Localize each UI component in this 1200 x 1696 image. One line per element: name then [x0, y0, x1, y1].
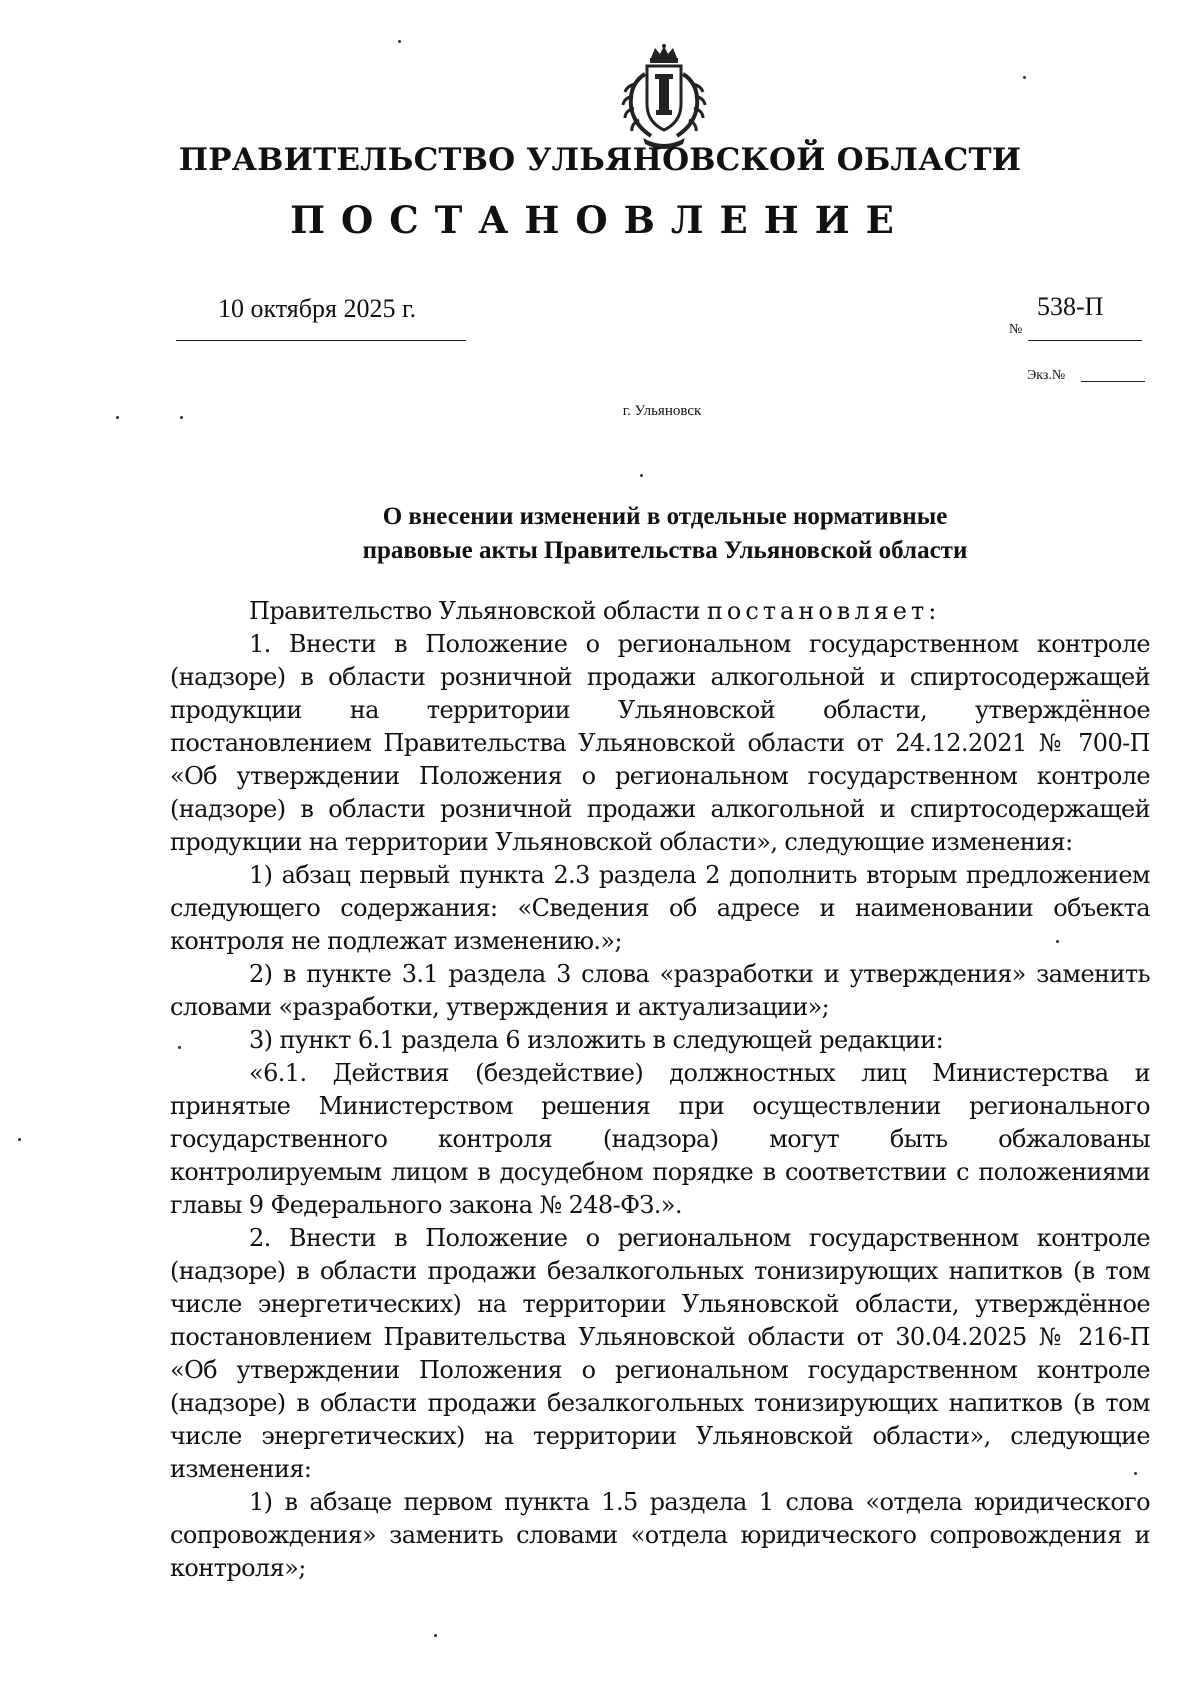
scan-speck [116, 416, 119, 419]
scan-speck [640, 474, 643, 477]
government-name: ПРАВИТЕЛЬСТВО УЛЬЯНОВСКОЙ ОБЛАСТИ [178, 142, 1022, 178]
ulyanovsk-coat-of-arms-icon [621, 44, 707, 152]
document-heading [280, 500, 1050, 568]
intro-paragraph [170, 595, 1150, 628]
scan-speck [1134, 1472, 1137, 1475]
scan-speck [180, 416, 183, 419]
heading-line-2: правовые акты Правительства Ульяновской области [362, 537, 968, 564]
number-underline [1028, 340, 1142, 341]
document-body [170, 595, 1150, 1585]
paragraph-2: 2. Внести в Положение о региональном государственном контроле (надзоре) в области продажи безалкогольных тонизирующих напитков (в том числе энергетических) на территории Ульяновской области, утверждённое постановлением Правительства Ульяновской области от 30.04.2025 № 216-П «Об утверждении Положения о региональном государственном контроле (надзоре) в области продажи безалкогольных тонизирующих напитков (в том числе энергетических) на территории Ульяновской области», следующие изменения: [170, 1224, 1150, 1483]
intro-text: Правительство Ульяновской области [249, 597, 707, 625]
date-underline [176, 340, 466, 341]
paragraph-1-item-3-text: «6.1. Действия (бездействие) должностных лиц Министерства и принятые Министерством решения при осуществлении регионального государственного контроля (надзора) могут быть обжалованы контролируемым лицом в досудебном порядке в соответствии с положениями главы 9 Федерального закона № 248-ФЗ.». [170, 1059, 1150, 1219]
scan-speck [1056, 940, 1059, 943]
scan-speck [1023, 76, 1026, 79]
paragraph-1-item-1: 1) абзац первый пункта 2.3 раздела 2 дополнить вторым предложением следующего содержания: «Сведения об адресе и наименовании объекта контроля не подлежат изменению.»; [170, 861, 1150, 955]
copy-number-label: Экз.№ [1027, 368, 1066, 383]
scan-speck [434, 1634, 437, 1637]
number-label: № [1009, 322, 1023, 337]
document-date: 10 октября 2025 г. [218, 294, 417, 323]
document-number: 538-П [1037, 292, 1104, 321]
paragraph-1-item-2: 2) в пункте 3.1 раздела 3 слова «разработки и утверждения» заменить словами «разработки, утверждения и актуализации»; [170, 960, 1150, 1021]
paragraph-1-item-3: 3) пункт 6.1 раздела 6 изложить в следующей редакции: [249, 1026, 944, 1054]
scan-speck [18, 1138, 21, 1141]
document-type: ПОСТАНОВЛЕНИЕ [290, 198, 910, 242]
intro-decree-word: постановляет [706, 597, 929, 625]
copy-number-underline [1081, 381, 1145, 382]
paragraph-2-item-1: 1) в абзаце первом пункта 1.5 раздела 1 слова «отдела юридического сопровождения» заменить словами «отдела юридического сопровождения и контроля»; [170, 1488, 1150, 1582]
city: г. Ульяновск [622, 403, 702, 419]
paragraph-1: 1. Внести в Положение о региональном государственном контроле (надзоре) в области розничной продажи алкогольной и спиртосодержащей продукции на территории Ульяновской области, утверждённое постановлением Правительства Ульяновской области от 24.12.2021 № 700-П «Об утверждении Положения о региональном государственном контроле (надзоре) в области розничной продажи алкогольной и спиртосодержащей продукции на территории Ульяновской области», следующие изменения: [170, 630, 1150, 856]
scan-speck [398, 40, 401, 43]
intro-colon: : [928, 597, 936, 625]
heading-line-1: О внесении изменений в отдельные нормативные [382, 503, 948, 530]
scan-speck [178, 1046, 181, 1049]
